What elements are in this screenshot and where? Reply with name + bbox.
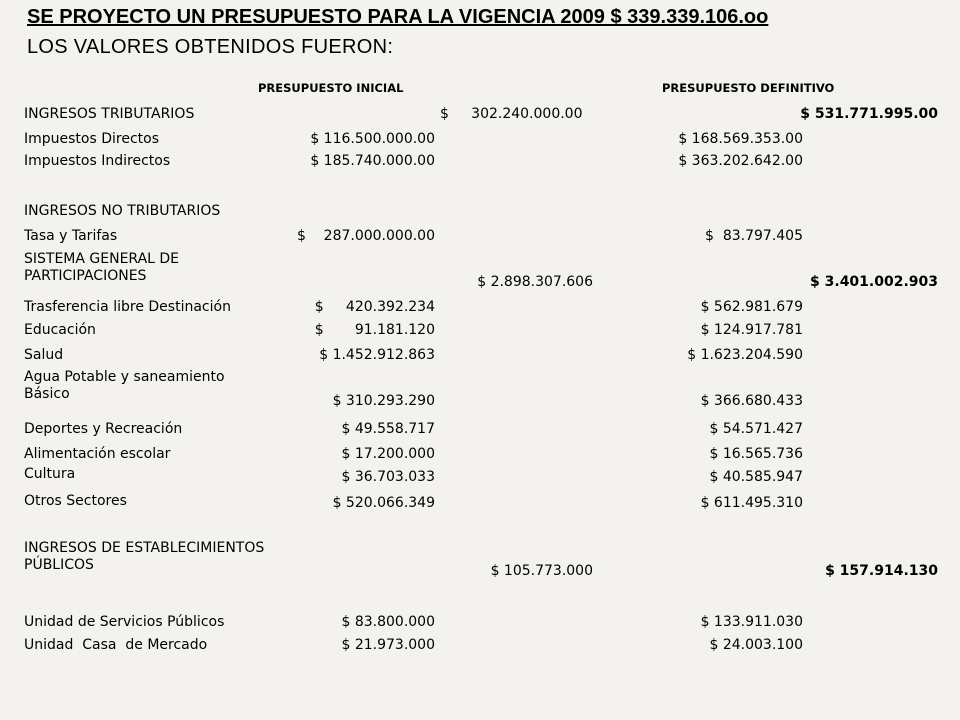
row-final: $ 168.569.353.00 — [678, 131, 803, 147]
row-initial: $ 49.558.717 — [341, 421, 435, 437]
row-label: Otros Sectores — [24, 493, 127, 509]
row-label: INGRESOS NO TRIBUTARIOS — [24, 203, 221, 219]
row-initial-total: $ 2.898.307.606 — [477, 274, 593, 290]
row-final: $ 363.202.642.00 — [678, 153, 803, 169]
row-initial: $ 83.800.000 — [341, 614, 435, 630]
column-header-initial: PRESUPUESTO INICIAL — [258, 81, 404, 95]
row-label: Alimentación escolar — [24, 446, 171, 462]
row-label: Salud — [24, 347, 64, 363]
row-label: Impuestos Directos — [24, 131, 160, 147]
row-label: INGRESOS DE ESTABLECIMIENTOS PÚBLICOS — [24, 540, 265, 573]
row-label: SISTEMA GENERAL DE PARTICIPACIONES — [24, 251, 180, 284]
row-final-total: $ 3.401.002.903 — [810, 274, 938, 290]
row-initial: $ 287.000.000.00 — [296, 228, 435, 244]
row-final: $ 611.495.310 — [700, 495, 803, 511]
row-final: $ 1.623.204.590 — [687, 347, 803, 363]
row-label: Educación — [24, 322, 96, 338]
row-initial: $ 91.181.120 — [314, 322, 435, 338]
row-initial: $ 1.452.912.863 — [319, 347, 435, 363]
row-final-total: $ 157.914.130 — [825, 563, 938, 579]
row-label: Agua Potable y saneamiento Básico — [24, 369, 225, 402]
row-label: Deportes y Recreación — [24, 421, 183, 437]
row-initial: $ 185.740.000.00 — [310, 153, 435, 169]
row-final-total: $ 531.771.995.00 — [800, 106, 938, 122]
page-title: SE PROYECTO UN PRESUPUESTO PARA LA VIGENCIA 2009 $ 339.339.106.oo — [27, 6, 769, 28]
row-label: Unidad de Servicios Públicos — [24, 614, 225, 630]
row-label: Unidad Casa de Mercado — [24, 637, 208, 653]
row-initial-total: $ 105.773.000 — [490, 563, 593, 579]
row-initial: $ 116.500.000.00 — [310, 131, 435, 147]
row-label: Impuestos Indirectos — [24, 153, 171, 169]
row-final: $ 133.911.030 — [700, 614, 803, 630]
row-final: $ 54.571.427 — [709, 421, 803, 437]
row-final: $ 40.585.947 — [709, 469, 803, 485]
row-label: Trasferencia libre Destinación — [24, 299, 231, 315]
page-subtitle: LOS VALORES OBTENIDOS FUERON: — [27, 36, 394, 58]
row-final: $ 83.797.405 — [705, 228, 803, 244]
row-final: $ 562.981.679 — [700, 299, 803, 315]
row-final: $ 124.917.781 — [700, 322, 803, 338]
row-final: $ 24.003.100 — [709, 637, 803, 653]
row-initial: $ 310.293.290 — [332, 393, 435, 409]
row-final: $ 366.680.433 — [700, 393, 803, 409]
row-initial: $ 17.200.000 — [341, 446, 435, 462]
row-initial: $ 21.973.000 — [341, 637, 435, 653]
row-initial: $ 520.066.349 — [332, 495, 435, 511]
row-initial-total: $ 302.240.000.00 — [440, 106, 583, 122]
row-label: Cultura — [24, 466, 76, 482]
row-final: $ 16.565.736 — [709, 446, 803, 462]
row-initial: $ 36.703.033 — [341, 469, 435, 485]
row-label: INGRESOS TRIBUTARIOS — [24, 106, 195, 122]
row-initial: $ 420.392.234 — [314, 299, 435, 315]
column-header-final: PRESUPUESTO DEFINITIVO — [662, 81, 835, 95]
row-label: Tasa y Tarifas — [24, 228, 118, 244]
